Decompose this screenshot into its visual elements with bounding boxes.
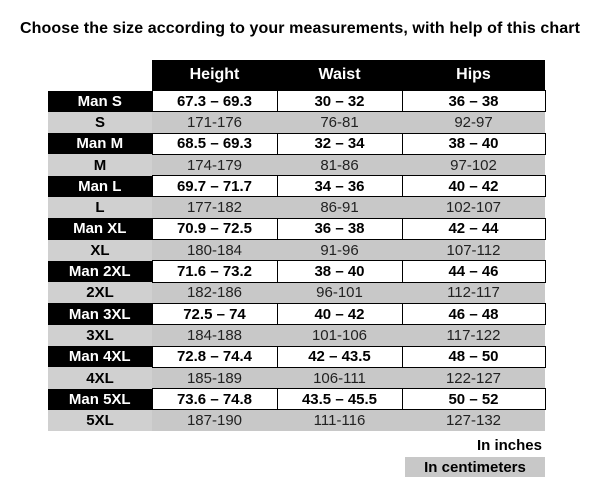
legend-centimeters: In centimeters <box>405 457 545 477</box>
height-inches: 69.7 – 71.7 <box>152 176 277 197</box>
waist-cm: 96-101 <box>277 282 402 303</box>
hips-inches: 40 – 42 <box>402 176 545 197</box>
height-inches: 71.6 – 73.2 <box>152 261 277 282</box>
hips-cm: 97-102 <box>402 154 545 175</box>
hips-inches: 44 – 46 <box>402 261 545 282</box>
table-row-inches <box>48 218 545 239</box>
hips-cm: 112-117 <box>402 282 545 303</box>
table-row-inches <box>48 176 545 197</box>
table-row-centimeters <box>48 112 545 133</box>
size-label-cm: 3XL <box>48 325 152 346</box>
table-row-centimeters <box>48 240 545 261</box>
height-inches: 70.9 – 72.5 <box>152 218 277 239</box>
waist-inches: 43.5 – 45.5 <box>277 389 402 410</box>
waist-cm: 91-96 <box>277 240 402 261</box>
hips-cm: 122-127 <box>402 367 545 388</box>
table-row-inches <box>48 261 545 282</box>
hips-inches: 48 – 50 <box>402 346 545 367</box>
table-row-centimeters <box>48 154 545 175</box>
table-row-inches <box>48 389 545 410</box>
table-row-centimeters <box>48 410 545 431</box>
table-row-inches <box>48 91 545 112</box>
table-row-centimeters <box>48 367 545 388</box>
size-label: Man XL <box>48 218 152 239</box>
header-height: Height <box>189 66 240 83</box>
hips-inches: 50 – 52 <box>402 389 545 410</box>
waist-inches: 42 – 43.5 <box>277 346 402 367</box>
height-inches: 73.6 – 74.8 <box>152 389 277 410</box>
height-cm: 174-179 <box>152 154 277 175</box>
height-cm: 171-176 <box>152 112 277 133</box>
size-label: Man L <box>48 176 152 197</box>
size-label-cm: S <box>48 112 152 133</box>
table-row-inches <box>48 133 545 154</box>
header-hips: Hips <box>456 66 491 83</box>
chart-title: Choose the size according to your measurements, with help of this chart <box>19 20 581 37</box>
legend-inches: In inches <box>476 437 542 454</box>
table-row-inches <box>48 346 545 367</box>
waist-inches: 38 – 40 <box>277 261 402 282</box>
size-label: Man 4XL <box>48 346 152 367</box>
hips-inches: 42 – 44 <box>402 218 545 239</box>
size-label-cm: XL <box>48 240 152 261</box>
hips-cm: 92-97 <box>402 112 545 133</box>
waist-cm: 111-116 <box>277 410 402 431</box>
hips-inches: 46 – 48 <box>402 303 545 324</box>
size-label-cm: L <box>48 197 152 218</box>
waist-cm: 101-106 <box>277 325 402 346</box>
height-inches: 68.5 – 69.3 <box>152 133 277 154</box>
height-cm: 187-190 <box>152 410 277 431</box>
waist-cm: 76-81 <box>277 112 402 133</box>
table-row-centimeters <box>48 197 545 218</box>
hips-inches: 36 – 38 <box>402 91 545 112</box>
hips-cm: 102-107 <box>402 197 545 218</box>
size-label-cm: 2XL <box>48 282 152 303</box>
height-inches: 72.5 – 74 <box>152 303 277 324</box>
table-row-inches <box>48 303 545 324</box>
hips-cm: 117-122 <box>402 325 545 346</box>
size-table <box>48 90 546 431</box>
table-row-centimeters <box>48 282 545 303</box>
hips-inches: 38 – 40 <box>402 133 545 154</box>
height-cm: 177-182 <box>152 197 277 218</box>
height-cm: 185-189 <box>152 367 277 388</box>
height-cm: 184-188 <box>152 325 277 346</box>
size-label: Man 5XL <box>48 389 152 410</box>
size-label-cm: 4XL <box>48 367 152 388</box>
height-inches: 72.8 – 74.4 <box>152 346 277 367</box>
size-label: Man 3XL <box>48 303 152 324</box>
waist-cm: 106-111 <box>277 367 402 388</box>
hips-cm: 127-132 <box>402 410 545 431</box>
size-label: Man S <box>48 91 152 112</box>
height-cm: 180-184 <box>152 240 277 261</box>
size-label: Man M <box>48 133 152 154</box>
waist-inches: 36 – 38 <box>277 218 402 239</box>
waist-cm: 81-86 <box>277 154 402 175</box>
header-waist: Waist <box>318 66 361 83</box>
waist-inches: 30 – 32 <box>277 91 402 112</box>
waist-cm: 86-91 <box>277 197 402 218</box>
size-label-cm: 5XL <box>48 410 152 431</box>
waist-inches: 40 – 42 <box>277 303 402 324</box>
table-header <box>152 60 545 90</box>
waist-inches: 32 – 34 <box>277 133 402 154</box>
height-inches: 67.3 – 69.3 <box>152 91 277 112</box>
size-label-cm: M <box>48 154 152 175</box>
table-row-centimeters <box>48 325 545 346</box>
waist-inches: 34 – 36 <box>277 176 402 197</box>
height-cm: 182-186 <box>152 282 277 303</box>
hips-cm: 107-112 <box>402 240 545 261</box>
size-label: Man 2XL <box>48 261 152 282</box>
